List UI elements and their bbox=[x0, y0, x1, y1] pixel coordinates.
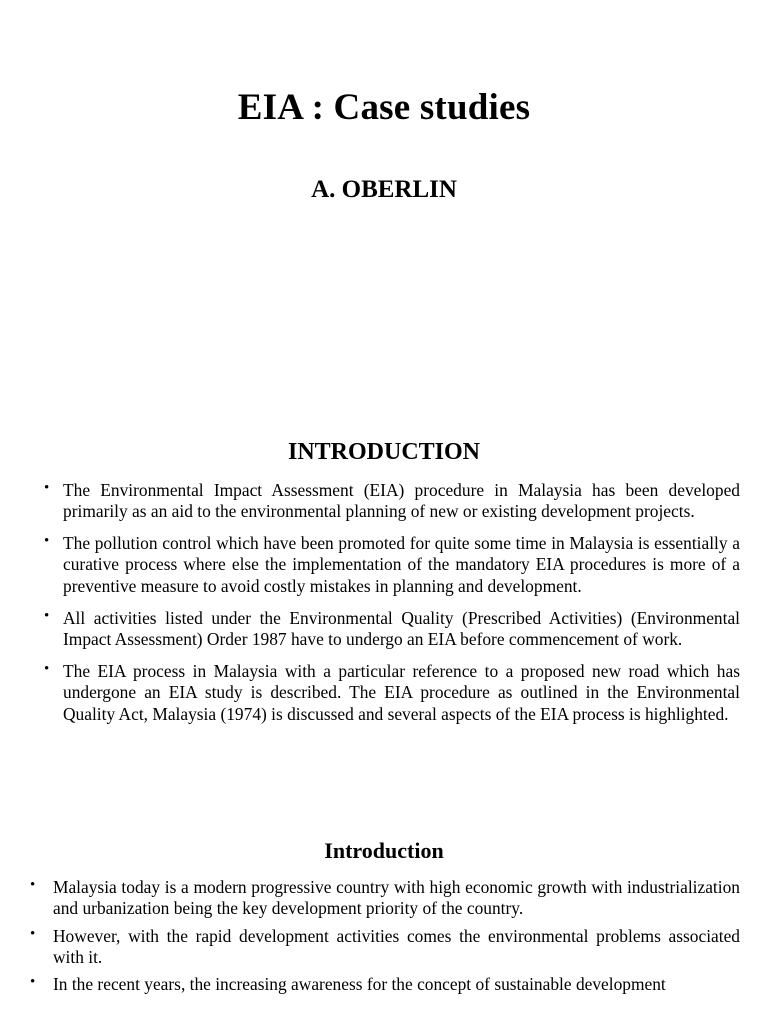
list-item: • The Environmental Impact Assessment (EIA) procedure in Malaysia has been developed primarily as an aid to the environmental planning of new or existing development projects. bbox=[38, 480, 740, 522]
list-item: • All activities listed under the Environmental Quality (Prescribed Activities) (Environmental Impact Assessment) Order 1987 have to undergo an EIA before commencement of work. bbox=[38, 608, 740, 650]
list-item: • The pollution control which have been promoted for quite some time in Malaysia is essentially a curative process where else the implementation of the mandatory EIA procedures is more of a preventive measure to avoid costly mistakes in planning and development. bbox=[38, 533, 740, 597]
list-item: • In the recent years, the increasing awareness for the concept of sustainable development bbox=[28, 974, 740, 995]
section-heading-introduction-upper: INTRODUCTION bbox=[287, 439, 481, 466]
list-item: • The EIA process in Malaysia with a particular reference to a proposed new road which has undergone an EIA study is described. The EIA procedure as outlined in the Environmental Quality Act, Malaysia (1974) is discussed and several aspects of the EIA process is highlighted. bbox=[38, 661, 740, 725]
section-heading-introduction-lower: Introduction bbox=[324, 837, 444, 863]
introduction-bullet-list-second bbox=[28, 877, 740, 1001]
list-item: • Malaysia today is a modern progressive country with high economic growth with industrialization and urbanization being the key development priority of the country. bbox=[28, 877, 740, 919]
page-title: EIA : Case studies bbox=[237, 87, 531, 128]
list-item: • However, with the rapid development activities comes the environmental problems associated with it. bbox=[28, 926, 740, 968]
introduction-bullet-list bbox=[28, 480, 740, 725]
author-name: A. OBERLIN bbox=[311, 175, 457, 203]
